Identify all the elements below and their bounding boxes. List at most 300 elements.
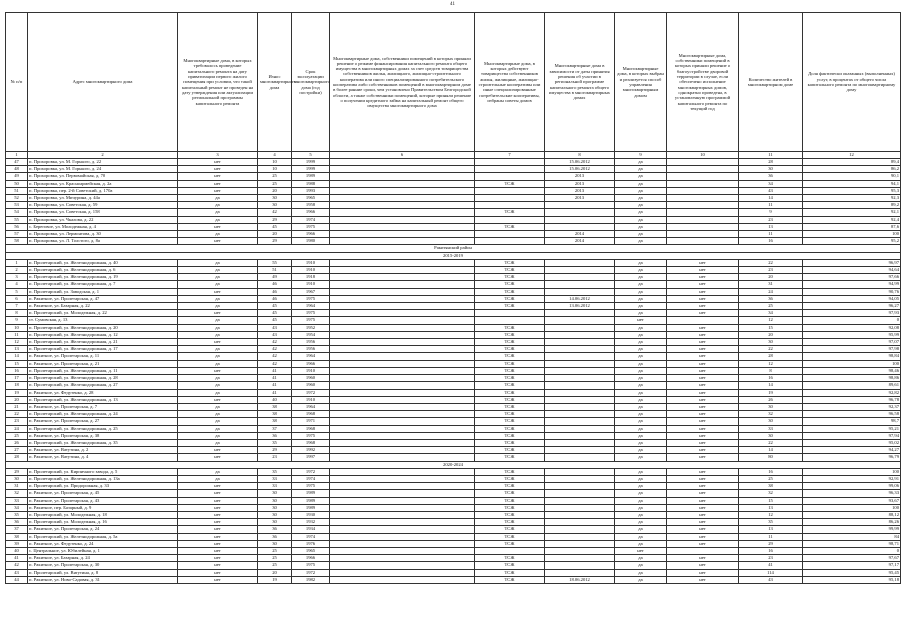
table-row <box>6 274 901 281</box>
table-row <box>6 259 901 266</box>
table-cell: 1960 <box>292 382 330 389</box>
table-cell: 45 <box>258 317 292 324</box>
table-cell: ТСЖ <box>475 295 545 302</box>
table-cell: 35 <box>6 511 28 518</box>
table-cell: ТСЖ <box>475 576 545 583</box>
table-cell: ТСЖ <box>475 209 545 216</box>
table-cell: 38 <box>258 403 292 410</box>
column-header: № п/п <box>6 13 28 152</box>
table-cell: 1974 <box>292 533 330 540</box>
table-cell: 1992 <box>292 447 330 454</box>
table-cell: п. Пролетарский, ул. Железнодорожная, д. 13 <box>28 396 178 403</box>
table-cell: нет <box>667 288 739 295</box>
table-cell: нет <box>178 288 258 295</box>
table-cell: 0 <box>803 547 901 554</box>
table-cell <box>330 159 475 166</box>
table-cell: 55 <box>6 216 28 223</box>
table-cell: 96,58 <box>803 411 901 418</box>
table-cell: 29 <box>258 238 292 245</box>
table-cell: нет <box>667 281 739 288</box>
table-cell <box>545 317 615 324</box>
table-cell: 25 <box>258 562 292 569</box>
table-row <box>6 339 901 346</box>
table-row <box>6 317 901 324</box>
table-cell <box>330 303 475 310</box>
table-cell: нет <box>178 454 258 461</box>
table-cell: 1910 <box>292 259 330 266</box>
table-cell: 93,67 <box>803 497 901 504</box>
table-cell: ТСЖ <box>475 562 545 569</box>
table-cell: ТСЖ <box>475 382 545 389</box>
table-cell: да <box>615 526 667 533</box>
table-cell: нет <box>178 547 258 554</box>
table-cell <box>545 468 615 475</box>
table-cell <box>667 173 739 180</box>
column-header: Многоквартирные дома, собственники помещений в которых приняли решение о режиме финансирования капитального ремонта общего имущества в многоквартирных домах за счет средств товарищества собственников жилья, жилищного, жилищно-строительного кооператива или иного специализированного потребительского кооператива либо собственников помещений в многоквартирном доме в более ранние сроки, чем установлено Правительством Белгородской области, а также собственники помещений, которые приняли решение о получении кредитного займа на капитальный ремонт общего имущества многоквартирного дома <box>330 13 475 152</box>
table-cell: да <box>615 346 667 353</box>
table-cell: нет <box>178 180 258 187</box>
table-cell <box>330 339 475 346</box>
table-cell: 1975 <box>292 223 330 230</box>
table-cell <box>475 238 545 245</box>
page-number: 41 <box>450 2 455 7</box>
table-cell: да <box>615 238 667 245</box>
table-cell <box>330 511 475 518</box>
table-cell: 20 <box>739 331 803 338</box>
table-row <box>6 396 901 403</box>
table-cell: 30 <box>258 519 292 526</box>
table-cell: 30 <box>739 418 803 425</box>
table-cell: п. Пролетарский, ул. Железнодорожная, д. 21 <box>28 339 178 346</box>
table-cell <box>545 418 615 425</box>
table-cell: 3 <box>6 274 28 281</box>
table-cell <box>330 389 475 396</box>
table-cell: 1964 <box>292 403 330 410</box>
table-cell: 42 <box>258 346 292 353</box>
table-cell: 23 <box>258 454 292 461</box>
table-row <box>6 519 901 526</box>
table-cell: 25 <box>258 547 292 554</box>
table-cell: п. Прохоровка, ул. Л. Толстого, д. 8а <box>28 238 178 245</box>
table-cell: 4 <box>6 281 28 288</box>
table-cell <box>545 223 615 230</box>
table-cell: да <box>615 216 667 223</box>
table-cell: да <box>615 447 667 454</box>
table-cell: 28 <box>6 454 28 461</box>
table-cell <box>545 324 615 331</box>
table-cell <box>330 555 475 562</box>
table-cell: 1975 <box>292 483 330 490</box>
table-cell: 1974 <box>292 475 330 482</box>
table-cell: 14 <box>6 353 28 360</box>
table-cell: нет <box>178 519 258 526</box>
table-cell <box>667 317 739 324</box>
table-cell: п. Ракитное, ул. Пролетарская, д. 38 <box>28 432 178 439</box>
table-cell: 37 <box>258 425 292 432</box>
table-cell: 1967 <box>292 288 330 295</box>
table-cell: ТСЖ <box>475 454 545 461</box>
table-cell <box>545 382 615 389</box>
table-cell: 1964 <box>292 353 330 360</box>
table-cell: да <box>615 519 667 526</box>
table-cell: п. Ракитное, ул. Федутенко, д. 24 <box>28 540 178 547</box>
table-cell: нет <box>178 511 258 518</box>
table-cell: 1910 <box>292 281 330 288</box>
table-cell <box>330 547 475 554</box>
table-cell: нет <box>667 353 739 360</box>
table-cell: да <box>178 274 258 281</box>
table-cell: 42 <box>6 562 28 569</box>
table-row <box>6 303 901 310</box>
table-cell: ТСЖ <box>475 504 545 511</box>
table-cell: 56 <box>6 223 28 230</box>
table-cell: 9 <box>739 209 803 216</box>
table-cell: 89,4 <box>803 159 901 166</box>
table-cell: ТСЖ <box>475 353 545 360</box>
housing-register-table <box>5 12 901 584</box>
table-cell: ТСЖ <box>475 425 545 432</box>
table-cell <box>545 353 615 360</box>
table-cell: да <box>178 231 258 238</box>
table-cell: да <box>615 274 667 281</box>
table-row <box>6 281 901 288</box>
table-cell <box>475 187 545 194</box>
table-cell: п. Прохоровка, ул. Мичурина, д. 44а <box>28 195 178 202</box>
table-cell: 30 <box>739 339 803 346</box>
table-cell: 95,99 <box>803 331 901 338</box>
table-cell: нет <box>667 310 739 317</box>
table-row <box>6 223 901 230</box>
table-cell <box>330 180 475 187</box>
table-cell <box>545 533 615 540</box>
table-cell: 53 <box>6 202 28 209</box>
table-cell: 100 <box>803 360 901 367</box>
table-cell: 50 <box>6 180 28 187</box>
table-cell <box>330 166 475 173</box>
table-cell: 1932 <box>292 519 330 526</box>
table-cell: 16 <box>6 367 28 374</box>
table-cell: да <box>615 202 667 209</box>
table-cell <box>330 447 475 454</box>
table-cell: нет <box>667 483 739 490</box>
table-cell: 12 <box>739 360 803 367</box>
table-cell: да <box>615 209 667 216</box>
table-cell: 8 <box>6 310 28 317</box>
table-row <box>6 346 901 353</box>
table-cell: 89,2 <box>803 202 901 209</box>
table-cell <box>545 562 615 569</box>
table-cell: 25 <box>258 555 292 562</box>
table-cell: нет <box>667 403 739 410</box>
table-cell: 96,27 <box>803 303 901 310</box>
table-cell: 30 <box>6 475 28 482</box>
table-cell: нет <box>667 540 739 547</box>
table-cell: 41 <box>258 389 292 396</box>
table-cell: 98,84 <box>803 353 901 360</box>
table-cell: да <box>615 562 667 569</box>
table-cell: нет <box>178 540 258 547</box>
table-cell: п. Ракитное, ул. Пролетарская, д. 11 <box>28 353 178 360</box>
table-cell: 1989 <box>292 173 330 180</box>
table-cell: 94,64 <box>803 267 901 274</box>
table-cell: 20 <box>6 396 28 403</box>
table-cell: 1968 <box>292 425 330 432</box>
table-cell: 35 <box>258 468 292 475</box>
table-cell: ТСЖ <box>475 447 545 454</box>
table-cell <box>545 331 615 338</box>
table-cell <box>330 519 475 526</box>
table-cell: 12 <box>739 317 803 324</box>
table-row <box>6 490 901 497</box>
table-cell <box>667 216 739 223</box>
table-cell <box>330 425 475 432</box>
column-number: 4 <box>258 152 292 159</box>
table-cell <box>330 504 475 511</box>
table-cell: 97,17 <box>803 562 901 569</box>
table-cell: п. Прохоровка, ул. Первомайская, д. 70 <box>28 173 178 180</box>
table-cell: да <box>615 360 667 367</box>
table-cell <box>475 547 545 554</box>
table-cell: да <box>178 295 258 302</box>
table-cell: п. Ракитное, ул. Ново-Садовая, д. 31 <box>28 576 178 583</box>
table-cell: 1974 <box>292 216 330 223</box>
table-cell: 1956 <box>292 339 330 346</box>
table-cell: да <box>178 281 258 288</box>
table-cell: п. Пролетарский, ул. Железнодорожная, д. 7 <box>28 281 178 288</box>
table-cell: 36 <box>739 173 803 180</box>
table-cell: нет <box>178 447 258 454</box>
column-header: Многоквартирные дома, в которых действуют товарищества собственников жилья, жилищные, жилищно-строительные кооперативы или иные специализированные потребительские кооперативы, избраны советы домов <box>475 13 545 152</box>
table-cell: 1971 <box>292 418 330 425</box>
table-cell <box>330 231 475 238</box>
table-cell <box>330 317 475 324</box>
table-cell: п. Ракитное, ул. Ватутина, д. 4 <box>28 454 178 461</box>
table-cell: 96,79 <box>803 454 901 461</box>
table-cell <box>545 367 615 374</box>
table-cell: 45 <box>258 303 292 310</box>
table-cell: п. Ракитное, ул. Пролетарская, д. 7 <box>28 403 178 410</box>
table-cell: 33 <box>258 483 292 490</box>
table-row <box>6 159 901 166</box>
table-cell: да <box>615 339 667 346</box>
table-cell: 92,82 <box>803 389 901 396</box>
table-cell: 15.06.2012 <box>545 166 615 173</box>
table-cell: 30 <box>258 511 292 518</box>
table-cell <box>545 447 615 454</box>
table-cell: 25 <box>258 180 292 187</box>
table-cell: 1966 <box>292 555 330 562</box>
column-header: Износ многоквартирного дома <box>258 13 292 152</box>
table-cell: 27 <box>6 447 28 454</box>
table-cell: 9 <box>6 317 28 324</box>
table-cell: п. Пролетарский, ул. Железнодорожная, д. 25 <box>28 425 178 432</box>
table-cell: 24 <box>6 425 28 432</box>
table-cell: 1972 <box>292 389 330 396</box>
table-cell: 1958 <box>292 202 330 209</box>
table-cell: 14.06.2012 <box>545 295 615 302</box>
table-cell: 94,1 <box>803 180 901 187</box>
table-cell: ТСЖ <box>475 346 545 353</box>
table-cell: 25 <box>739 303 803 310</box>
table-cell: 10 <box>258 166 292 173</box>
table-cell <box>475 173 545 180</box>
table-cell: 41 <box>739 562 803 569</box>
section-title-row <box>6 245 901 252</box>
table-cell: да <box>615 223 667 230</box>
table-cell: нет <box>667 360 739 367</box>
table-cell: 30 <box>258 490 292 497</box>
table-cell: да <box>615 310 667 317</box>
table-cell: 92,4 <box>803 216 901 223</box>
table-cell <box>545 310 615 317</box>
table-cell: 94,05 <box>803 295 901 302</box>
table-cell <box>330 454 475 461</box>
table-cell: да <box>615 569 667 576</box>
table-cell: нет <box>178 490 258 497</box>
table-cell: 19 <box>739 389 803 396</box>
column-number-row <box>6 152 901 159</box>
table-row <box>6 360 901 367</box>
table-cell: ТСЖ <box>475 439 545 446</box>
table-cell: ТСЖ <box>475 526 545 533</box>
table-cell <box>475 231 545 238</box>
table-cell: 2014 <box>545 231 615 238</box>
table-cell: да <box>178 425 258 432</box>
table-cell: 19 <box>6 389 28 396</box>
table-row <box>6 562 901 569</box>
table-cell: нет <box>667 418 739 425</box>
table-cell: да <box>615 303 667 310</box>
table-cell: 33 <box>258 475 292 482</box>
table-cell: да <box>615 555 667 562</box>
table-cell: 1966 <box>292 360 330 367</box>
table-cell: ТСЖ <box>475 288 545 295</box>
table-cell: 2013 <box>545 173 615 180</box>
table-cell: ТСЖ <box>475 540 545 547</box>
table-row <box>6 187 901 194</box>
table-cell <box>330 483 475 490</box>
table-cell: 46 <box>258 281 292 288</box>
table-cell: нет <box>667 468 739 475</box>
table-cell: п. Пролетарский, ул. Железнодорожная, д. 13а <box>28 475 178 482</box>
table-cell: 22 <box>739 439 803 446</box>
table-cell: ТСЖ <box>475 396 545 403</box>
table-row <box>6 411 901 418</box>
table-cell: нет <box>178 576 258 583</box>
table-cell <box>545 540 615 547</box>
table-cell: 97,94 <box>803 432 901 439</box>
table-cell: да <box>178 195 258 202</box>
table-row <box>6 216 901 223</box>
table-cell: нет <box>178 166 258 173</box>
table-cell: 97,66 <box>803 274 901 281</box>
table-cell: 30 <box>258 497 292 504</box>
table-cell: да <box>178 346 258 353</box>
table-cell: нет <box>615 317 667 324</box>
table-cell: да <box>615 497 667 504</box>
table-cell: да <box>178 382 258 389</box>
table-cell: 89,61 <box>803 382 901 389</box>
table-cell: ТСЖ <box>475 331 545 338</box>
table-cell: ТСЖ <box>475 339 545 346</box>
table-row <box>6 238 901 245</box>
table-cell: 20 <box>258 187 292 194</box>
table-cell: да <box>615 288 667 295</box>
table-cell: 34 <box>739 180 803 187</box>
table-cell: 43 <box>258 331 292 338</box>
table-cell: 42 <box>258 339 292 346</box>
table-cell: 30 <box>258 504 292 511</box>
table-cell: п. Прохоровка, ул. М. Горького, д. 24 <box>28 166 178 173</box>
table-cell <box>330 411 475 418</box>
table-cell: 99,99 <box>803 526 901 533</box>
table-cell <box>330 331 475 338</box>
table-cell: да <box>178 375 258 382</box>
table-cell: да <box>178 403 258 410</box>
table-cell: да <box>615 389 667 396</box>
table-cell: 46 <box>258 288 292 295</box>
table-cell: 23 <box>739 555 803 562</box>
table-cell: 13 <box>6 346 28 353</box>
table-cell: п. Пролетарский, ул. Железнодорожная, д. 40 <box>28 259 178 266</box>
table-cell <box>545 475 615 482</box>
table-row <box>6 504 901 511</box>
table-cell: п. Пролетарский, ул. Железнодорожная, д. 6 <box>28 267 178 274</box>
table-cell: 36 <box>258 432 292 439</box>
table-cell: 32 <box>6 490 28 497</box>
table-cell: ТСЖ <box>475 367 545 374</box>
table-cell <box>545 411 615 418</box>
table-cell <box>330 281 475 288</box>
table-row <box>6 547 901 554</box>
table-cell: п. Ракитное, ул. Федутенко, д. 28 <box>28 389 178 396</box>
table-cell <box>667 202 739 209</box>
table-cell <box>667 159 739 166</box>
table-cell: 38 <box>6 533 28 540</box>
table-row <box>6 267 901 274</box>
table-cell: 92,91 <box>803 475 901 482</box>
table-row <box>6 432 901 439</box>
table-cell: п. Пролетарский, ул. Железнодорожная, д. 12 <box>28 331 178 338</box>
table-cell: нет <box>667 382 739 389</box>
table-cell: нет <box>667 576 739 583</box>
table-cell: 28 <box>739 353 803 360</box>
table-cell <box>545 425 615 432</box>
table-cell: 13 <box>739 223 803 230</box>
table-cell: нет <box>178 526 258 533</box>
table-cell: 41 <box>258 367 292 374</box>
table-cell: 32 <box>739 411 803 418</box>
table-cell: нет <box>178 173 258 180</box>
table-cell: 51 <box>6 187 28 194</box>
table-cell: 40 <box>6 547 28 554</box>
table-cell <box>545 526 615 533</box>
table-cell: 95,3 <box>803 187 901 194</box>
table-cell: 47 <box>6 159 28 166</box>
table-cell: 1930 <box>292 511 330 518</box>
table-cell: нет <box>667 346 739 353</box>
table-cell: да <box>178 475 258 482</box>
table-cell: ТСЖ <box>475 360 545 367</box>
table-cell: 98,46 <box>803 367 901 374</box>
table-row <box>6 180 901 187</box>
table-cell: 31 <box>6 483 28 490</box>
table-cell: 90,76 <box>803 288 901 295</box>
table-cell <box>330 216 475 223</box>
table-cell: нет <box>178 159 258 166</box>
table-cell: да <box>178 360 258 367</box>
table-cell: 1954 <box>292 331 330 338</box>
